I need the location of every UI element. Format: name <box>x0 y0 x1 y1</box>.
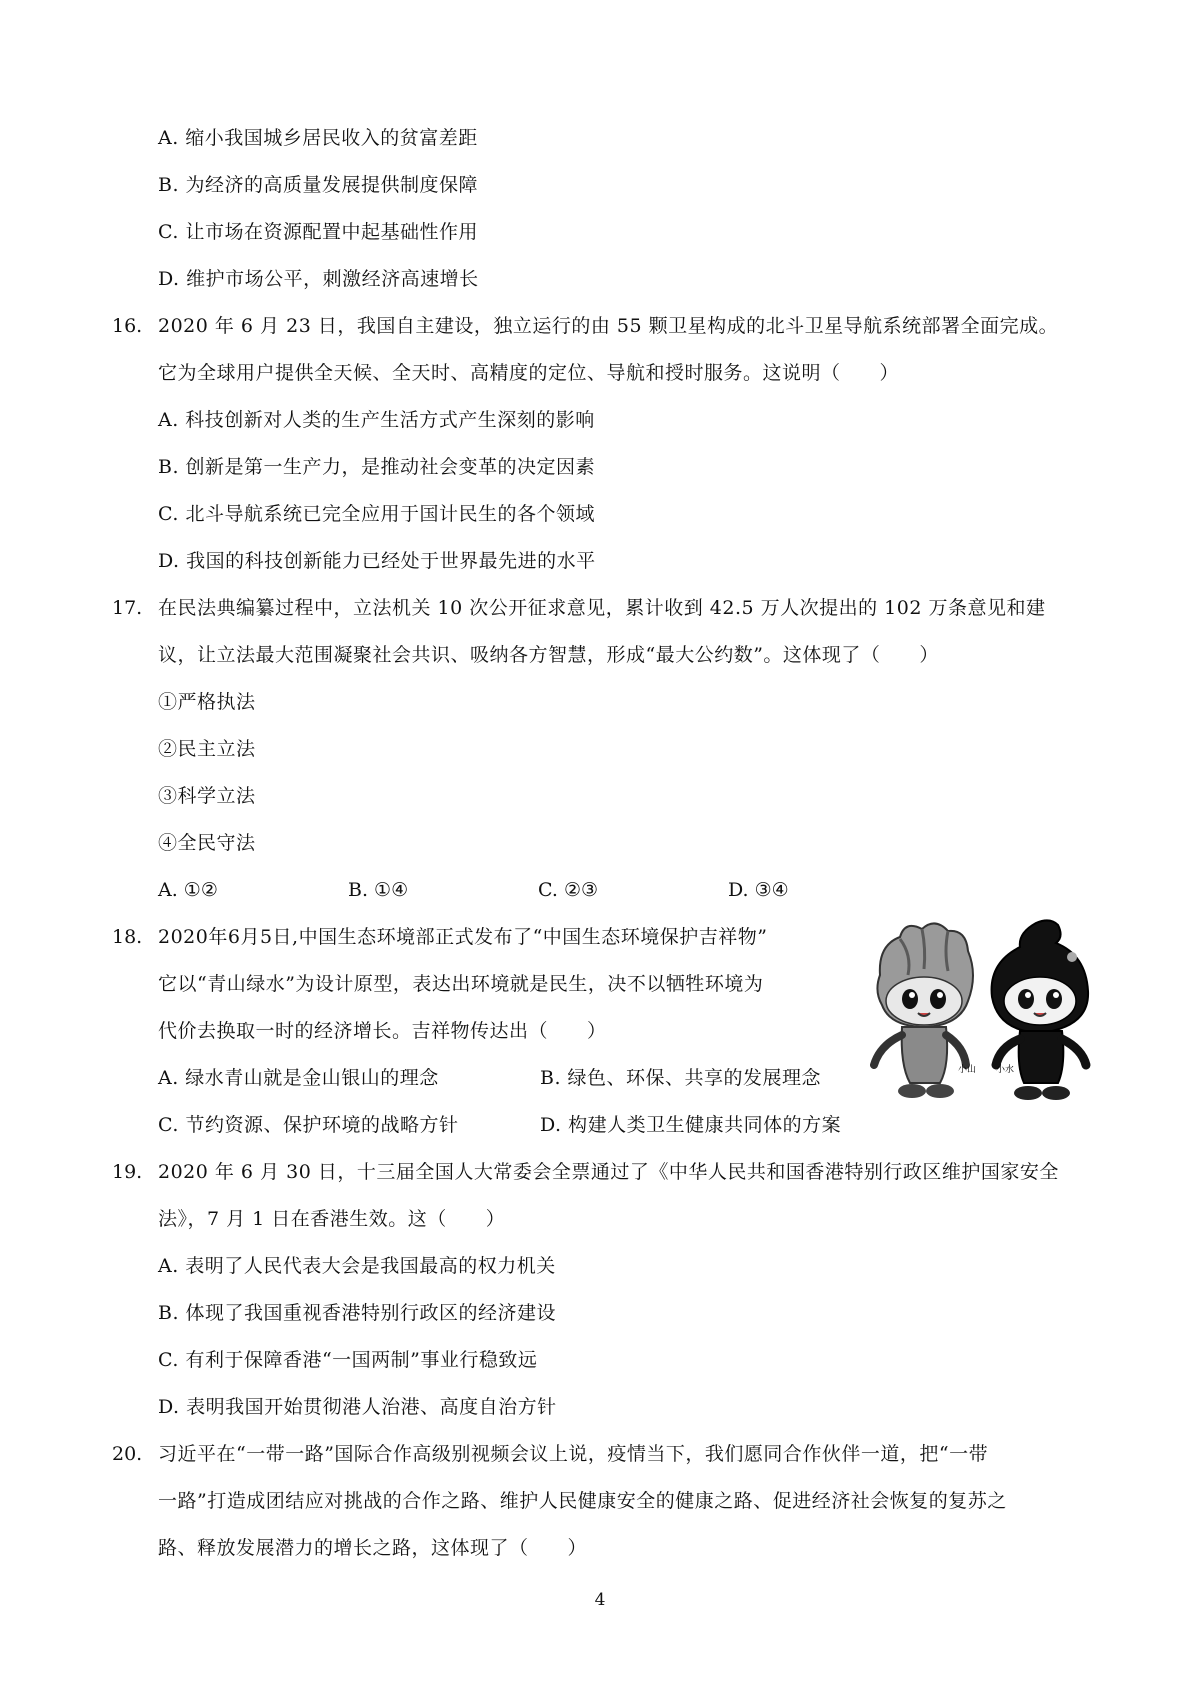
page-number: 4 <box>594 1590 606 1610</box>
q17-stem-line-2: 议，让立法最大范围凝聚社会共识、吸纳各方智慧，形成“最大公约数”。这体现了（ ） <box>158 644 939 666</box>
q16-option-c: C. 北斗导航系统已完全应用于国计民生的各个领域 <box>158 503 595 525</box>
q17-option-c: C. ②③ <box>538 879 599 901</box>
q18-stem-line-3: 代价去换取一时的经济增长。吉祥物传达出（ ） <box>158 1020 607 1042</box>
q15-option-d: D. 维护市场公平，刺激经济高速增长 <box>158 268 479 290</box>
q19-stem-line-2: 法》，7 月 1 日在香港生效。这（ ） <box>158 1208 506 1230</box>
q17-item-4: ④全民守法 <box>158 832 256 854</box>
q16-option-d: D. 我国的科技创新能力已经处于世界最先进的水平 <box>158 550 596 572</box>
q18-option-b: B. 绿色、环保、共享的发展理念 <box>540 1067 822 1089</box>
q17-option-b: B. ①④ <box>348 879 409 901</box>
q16-option-b: B. 创新是第一生产力，是推动社会变革的决定因素 <box>158 456 596 478</box>
q20-stem-line-2: 一路”打造成团结应对挑战的合作之路、维护人民健康安全的健康之路、促进经济社会恢复的复苏之 <box>158 1490 1007 1512</box>
q16-stem-line-1: 2020 年 6 月 23 日，我国自主建设，独立运行的由 55 颗卫星构成的北斗卫星导航系统部署全面完成。 <box>158 315 1059 337</box>
q16-option-a: A. 科技创新对人类的生产生活方式产生深刻的影响 <box>158 409 595 431</box>
q18-number: 18. <box>112 926 143 948</box>
q18-option-c: C. 节约资源、保护环境的战略方针 <box>158 1114 459 1136</box>
q15-option-a: A. 缩小我国城乡居民收入的贫富差距 <box>158 127 478 149</box>
q20-stem-line-1: 习近平在“一带一路”国际合作高级别视频会议上说，疫情当下，我们愿同合作伙伴一道，把“一带 <box>158 1443 989 1465</box>
q17-option-d: D. ③④ <box>728 879 789 901</box>
mascot-caption-left: 小山 <box>958 1065 977 1075</box>
q15-option-b: B. 为经济的高质量发展提供制度保障 <box>158 174 479 196</box>
q19-option-b: B. 体现了我国重视香港特别行政区的经济建设 <box>158 1302 557 1324</box>
q15-option-c: C. 让市场在资源配置中起基础性作用 <box>158 221 478 243</box>
q17-item-1: ①严格执法 <box>158 691 256 713</box>
q16-number: 16. <box>112 315 143 337</box>
q18-stem-line-1: 2020年6月5日,中国生态环境部正式发布了“中国生态环境保护吉祥物” <box>158 926 768 948</box>
q17-option-a: A. ①② <box>158 879 218 901</box>
q16-stem-line-2: 它为全球用户提供全天候、全天时、高精度的定位、导航和授时服务。这说明（ ） <box>158 362 900 384</box>
q19-stem-line-1: 2020 年 6 月 30 日，十三届全国人大常委会全票通过了《中华人民共和国香港特别行政区维护国家安全 <box>158 1161 1059 1183</box>
q20-number: 20. <box>112 1443 143 1465</box>
q17-stem-line-1: 在民法典编纂过程中，立法机关 10 次公开征求意见，累计收到 42.5 万人次提出的 102 万条意见和建 <box>158 597 1046 619</box>
mascot-caption-right: 小水 <box>996 1065 1015 1075</box>
q20-stem-line-3: 路、释放发展潜力的增长之路，这体现了（ ） <box>158 1537 588 1559</box>
q18-stem-line-2: 它以“青山绿水”为设计原型，表达出环境就是民生，决不以牺牲环境为 <box>158 973 764 995</box>
q17-item-3: ③科学立法 <box>158 785 256 807</box>
q17-item-2: ②民主立法 <box>158 738 256 760</box>
q19-number: 19. <box>112 1161 143 1183</box>
q19-option-d: D. 表明我国开始贯彻港人治港、高度自治方针 <box>158 1396 557 1418</box>
q18-option-a: A. 绿水青山就是金山银山的理念 <box>158 1067 439 1089</box>
q18-option-d: D. 构建人类卫生健康共同体的方案 <box>540 1114 842 1136</box>
mascot-image <box>860 915 1100 1110</box>
q19-option-a: A. 表明了人民代表大会是我国最高的权力机关 <box>158 1255 556 1277</box>
q19-option-c: C. 有利于保障香港“一国两制”事业行稳致远 <box>158 1349 538 1371</box>
q17-number: 17. <box>112 597 143 619</box>
